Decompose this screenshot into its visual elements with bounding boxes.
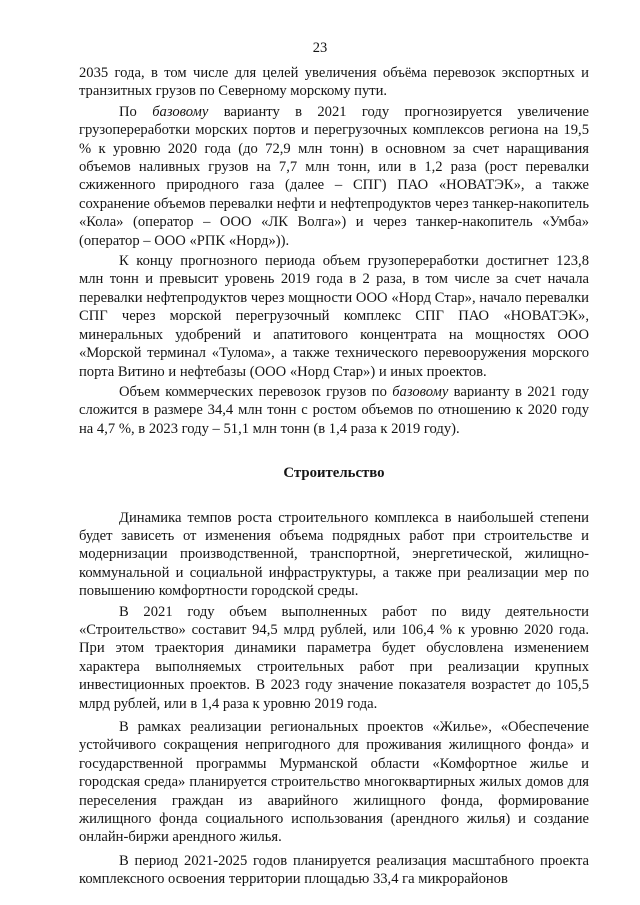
italic-term: базовому bbox=[392, 383, 449, 400]
paragraph-2: По базовому варианту в 2021 году прогнозируется увеличение грузопереработки морских портов и перегрузочных комплексов региона на 19,5 % к уровню 2020 года (до 72,9 млн тонн) в основном за счет наращивания объемов наливных грузов на 7,7 млн тонн, или в 1,2 раза (рост перевалки сжиженного природного газа (далее – СПГ) ПАО «НОВАТЭК», а также сохранение объемов перевалки нефти и нефтепродуктов через танкер-накопитель «Кола» (оператор – ООО «ЛК Волга») и через танкер-накопитель «Умба» (оператор – ООО «РПК «Норд»)). bbox=[79, 103, 589, 249]
paragraph-3: К концу прогнозного периода объем грузопереработки достигнет 123,8 млн тонн и превысит уровень 2019 года в 2 раза, в том числе за счет начала перевалки нефтепродуктов через мощности ООО «Норд Стар», начало перевалки СПГ через морской перегрузочный комплекс СПГ ПАО «НОВАТЭК», минеральных удобрений и апатитового концентрата на мощностях ООО «Морской терминал «Тулома», а также технического перевооружения морского порта Витино и нефтебазы (ООО «Норд Стар») и иных проектов. bbox=[79, 253, 589, 380]
section-heading: Строительство bbox=[283, 465, 385, 482]
document-body bbox=[79, 64, 589, 889]
paragraph-1: 2035 года, в том числе для целей увеличения объёма перевозок экспортных и транзитных грузов по Северному морскому пути. bbox=[79, 65, 589, 100]
italic-term: базовому bbox=[152, 103, 209, 120]
page-number: 23 bbox=[312, 40, 328, 56]
paragraph-7: В рамках реализации региональных проектов «Жилье», «Обеспечение устойчивого сокращения непригодного для проживания жилищного фонда» и государственной программы Мурманской области «Комфортное жилье и городская среда» планируется строительство многоквартирных жилых домов для переселения граждан из аварийного жилищного фонда, формирование жилищного фонда социального использования (арендного жилья) и создание онлайн-биржи арендного жилья. bbox=[79, 719, 589, 846]
paragraph-6: В 2021 году объем выполненных работ по виду деятельности «Строительство» составит 94,5 млрд рублей, или 106,4 % к уровню 2020 года. При этом траектория динамики параметра будет обусловлена изменением характера выполняемых строительных работ при реализации крупных инвестиционных проектов. В 2023 году значение показателя возрастет до 105,5 млрд рублей, или в 1,4 раза к уровню 2019 года. bbox=[79, 603, 589, 712]
paragraph-5: Динамика темпов роста строительного комплекса в наибольшей степени будет зависеть от изменения объема подрядных работ при строительстве и модернизации производственной, транспортной, энергетической, жилищно-коммунальной и социальной инфраструктуры, а также при реализации мер по повышению комфортности городской среды. bbox=[79, 509, 589, 600]
paragraph-4: Объем коммерческих перевозок грузов по базовому варианту в 2021 году сложится в размере 34,4 млн тонн с ростом объемов по отношению к 2020 году на 4,7 %, в 2023 году – 51,1 млн тонн (в 1,4 раза к 2019 году). bbox=[79, 383, 589, 437]
paragraph-8: В период 2021-2025 годов планируется реализация масштабного проекта комплексного освоения территории площадью 33,4 га микрорайонов bbox=[79, 852, 589, 888]
